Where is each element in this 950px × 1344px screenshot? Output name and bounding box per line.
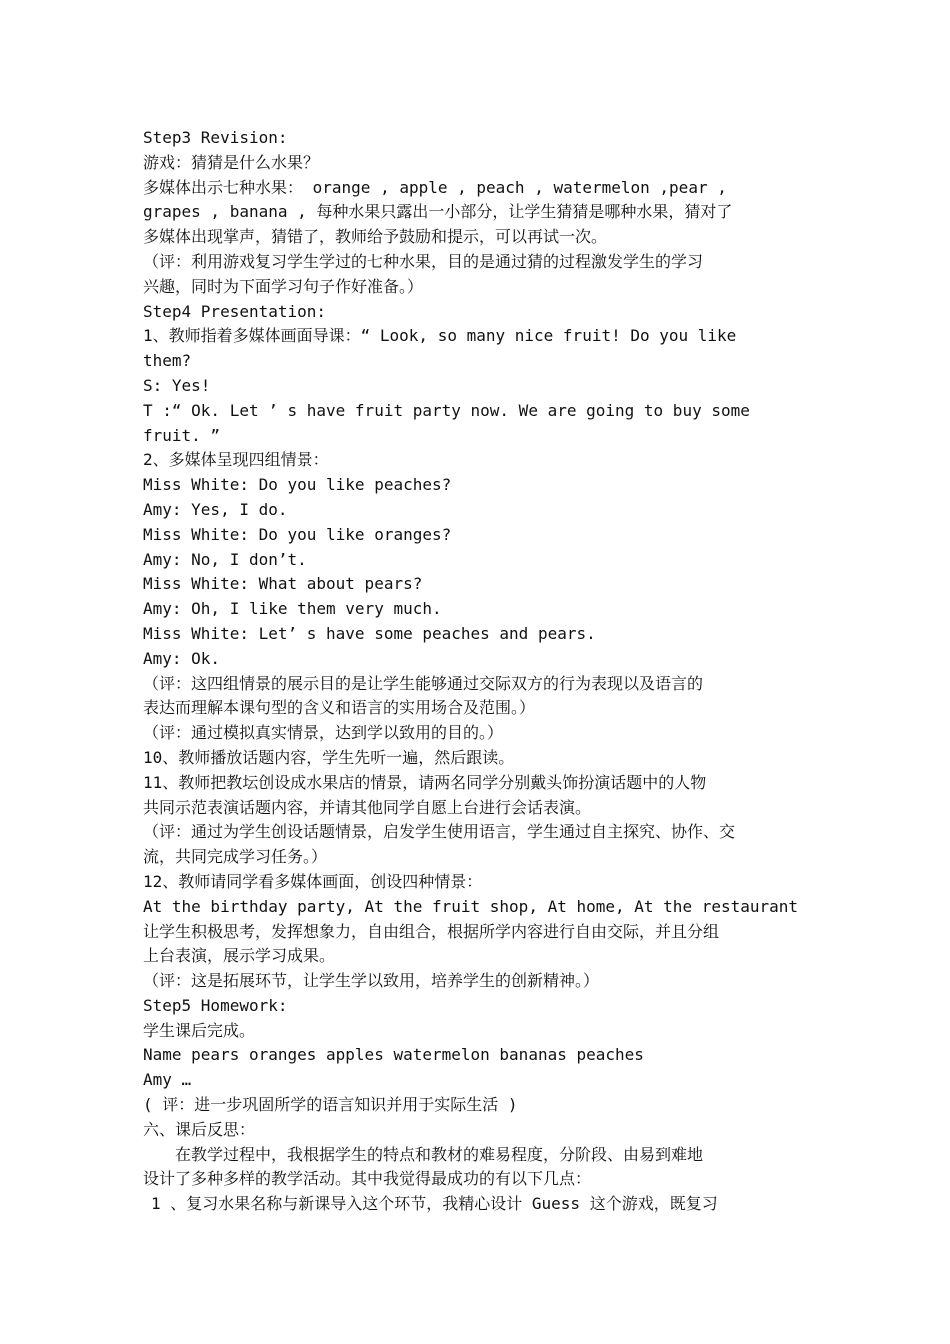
text-line-6: （评：利用游戏复习学生学过的七种水果，目的是通过猜的过程激发学生的学习 <box>143 251 704 271</box>
text-line-18: Amy: No, I don’t. <box>143 549 307 569</box>
text-line-23: （评：这四组情景的展示目的是让学生能够通过交际双方的行为表现以及语言的 <box>143 673 704 693</box>
text-line-7: 兴趣，同时为下面学习句子作好准备。） <box>143 276 424 296</box>
text-line-28: 共同示范表演话题内容，并请其他同学自愿上台进行会话表演。 <box>143 797 592 817</box>
text-line-2: 游戏：猜猜是什么水果？ <box>143 152 320 172</box>
text-line-30: 流，共同完成学习任务。） <box>143 847 328 867</box>
document-body <box>143 126 815 1217</box>
text-line-24: 表达而理解本课句型的含义和语言的实用场合及范围。） <box>143 698 536 718</box>
text-line-26: 10、教师播放话题内容，学生先听一遍，然后跟读。 <box>143 747 515 767</box>
text-line-29: （评：通过为学生创设话题情景，启发学生使用语言，学生通过自主探究、协作、交 <box>143 822 736 842</box>
text-line-40: ( 评：进一步巩固所学的语言知识并用于实际生活 ) <box>143 1095 518 1115</box>
text-line-38: Name pears oranges apples watermelon bananas peaches <box>143 1045 644 1065</box>
text-line-4: grapes , banana , 每种水果只露出一小部分，让学生猜猜是哪种水果，猜对了 <box>143 202 733 222</box>
text-line-8: Step4 Presentation: <box>143 301 327 321</box>
text-line-27: 11、教师把教坛创设成水果店的情景，请两名同学分别戴头饰扮演话题中的人物 <box>143 772 707 792</box>
text-line-17: Miss White: Do you like oranges? <box>143 524 452 544</box>
text-line-9: 1、教师指着多媒体画面导课：“ Look, so many nice fruit! Do you like <box>143 326 737 346</box>
text-line-22: Amy: Ok. <box>143 648 221 668</box>
text-line-21: Miss White: Let’ s have some peaches and pears. <box>143 623 596 643</box>
text-line-14: 2、多媒体呈现四组情景： <box>143 450 329 470</box>
text-line-34: 上台表演，展示学习成果。 <box>143 946 336 966</box>
text-line-20: Amy: Oh, I like them very much. <box>143 599 442 619</box>
text-line-11: S: Yes! <box>143 375 211 395</box>
text-line-32: At the birthday party, At the fruit shop, At home, At the restaurant <box>143 896 799 916</box>
text-line-15: Miss White: Do you like peaches? <box>143 475 452 495</box>
text-line-42: 在教学过程中，我根据学生的特点和教材的难易程度，分阶段、由易到难地 <box>175 1144 704 1164</box>
text-line-16: Amy: Yes, I do. <box>143 499 288 519</box>
text-line-41: 六、课后反思： <box>143 1119 256 1139</box>
text-line-12: T :“ Ok. Let ’ s have fruit party now. We are going to buy some <box>143 400 750 420</box>
text-line-33: 让学生积极思考，发挥想象力，自由组合，根据所学内容进行自由交际，并且分组 <box>143 921 720 941</box>
text-line-1: Step3 Revision: <box>143 128 288 147</box>
text-line-44: 1 、复习水果名称与新课导入这个环节，我精心设计 Guess 这个游戏，既复习 <box>151 1194 718 1214</box>
text-line-13: fruit. ” <box>143 425 221 445</box>
text-line-10: them? <box>143 351 192 371</box>
text-line-3: 多媒体出示七种水果： orange , apple , peach , watermelon ,pear , <box>143 177 727 197</box>
text-line-35: （评：这是拓展环节，让学生学以致用，培养学生的创新精神。） <box>143 971 600 991</box>
text-line-25: （评：通过模拟真实情景，达到学以致用的目的。） <box>143 723 504 743</box>
text-line-19: Miss White: What about pears? <box>143 574 423 594</box>
text-line-37: 学生课后完成。 <box>143 1020 256 1040</box>
text-line-5: 多媒体出现掌声，猜错了，教师给予鼓励和提示，可以再试一次。 <box>143 227 608 247</box>
text-line-31: 12、教师请同学看多媒体画面，创设四种情景： <box>143 871 483 891</box>
text-line-43: 设计了多种多样的教学活动。其中我觉得最成功的有以下几点： <box>143 1169 592 1189</box>
text-line-39: Amy … <box>143 1070 192 1090</box>
text-line-36: Step5 Homework: <box>143 995 288 1015</box>
